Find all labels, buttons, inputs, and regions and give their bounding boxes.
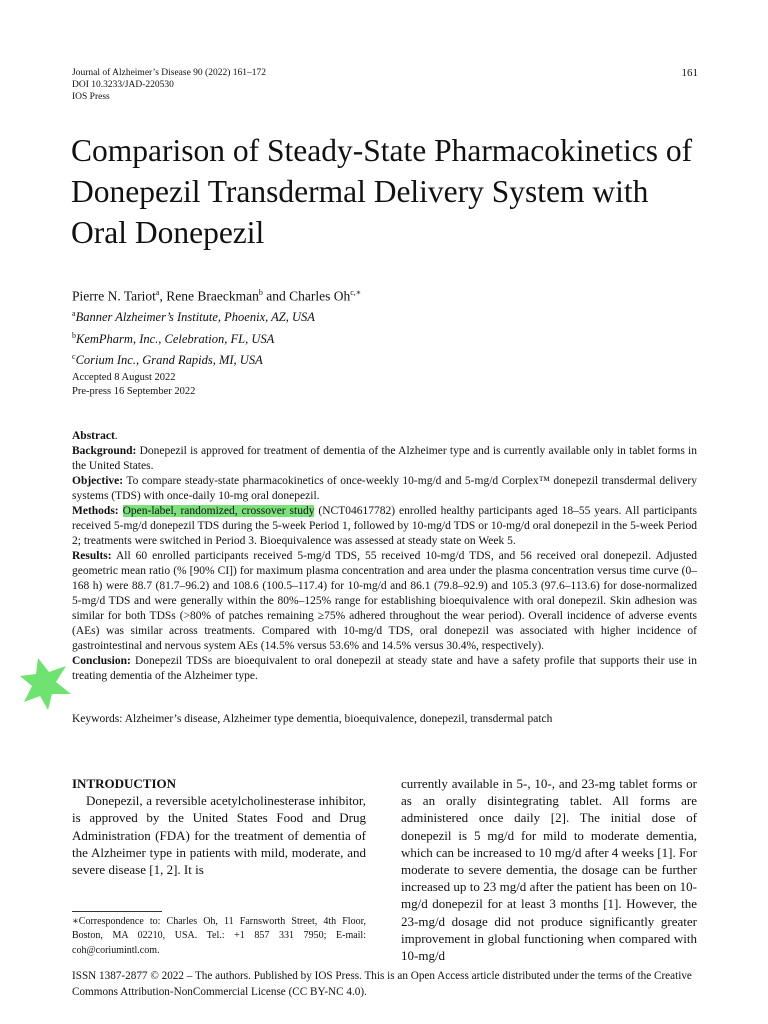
text-column-left	[72, 775, 366, 878]
author-name: Pierre N. Tariot	[72, 288, 156, 304]
abstract-conclusion: Conclusion: Donepezil TDSs are bioequivalent to oral donepezil at steady state and have a safety profile that supports their use in treating dementia of the Alzheimer type.	[72, 655, 697, 682]
affiliation: $^a$Banner Alzheimer’s Institute, Phoenix, AZ, USA	[72, 309, 315, 325]
footnote-divider	[72, 911, 162, 912]
publisher: IOS Press	[72, 92, 110, 102]
author-name: Rene Braeckman	[166, 288, 259, 304]
page-number: 161	[681, 67, 698, 79]
text-column-right	[401, 775, 697, 964]
section-heading: INTRODUCTION	[72, 776, 177, 791]
author-affil-mark: b	[258, 288, 263, 297]
journal-citation: Journal of Alzheimer’s Disease 90 (2022) 161–172	[72, 68, 267, 78]
green-star-annotation-icon[interactable]	[18, 652, 74, 712]
keywords: Keywords: Alzheimer’s disease, Alzheimer type dementia, bioequivalence, donepezil, transdermal patch	[72, 713, 553, 725]
affiliation: $^b$KemPharm, Inc., Celebration, FL, USA	[72, 330, 275, 346]
highlighted-text[interactable]: Open-label, randomized, crossover study	[122, 505, 315, 517]
affiliation: $^c$Corium Inc., Grand Rapids, MI, USA	[72, 352, 263, 368]
paragraph: currently available in 5-, 10-, and 23-mg tablet forms or as an orally disintegrating tablet. All forms are administered once daily [2]. The initial dose of donepezil is 5 mg/d for mild to moderate dementia, which can be increased to 10 mg/d after 4 weeks [1]. For moderate to severe dementia, the dosage can be further increased up to 23 mg/d after the patient has been on 10-mg/d donepezil for at least 3 months [1]. However, the 23-mg/d dosage did not produce significantly greater improvement in global functioning when compared with 10-mg/d	[401, 776, 698, 964]
doi[interactable]: DOI 10.3233/JAD-220530	[72, 80, 174, 90]
author-affil-mark: c,∗	[350, 288, 362, 297]
correspondence-footnote: ∗Correspondence to: Charles Oh, 11 Farnsworth Street, 4th Floor, Boston, MA 02210, USA. Tel.: +1 857 331 7950; E-mail: coh@coriumintl.com.	[72, 916, 366, 956]
running-header	[72, 67, 266, 103]
abstract-heading: Abstract.	[72, 430, 118, 442]
license-footer: ISSN 1387-2877 © 2022 – The authors. Published by IOS Press. This is an Open Access article distributed under the terms of the Creative Commons Attribution-NonCommercial License (CC BY-NC 4.0).	[72, 970, 692, 998]
abstract-methods: Methods: Open-label, randomized, crossover study (NCT04617782) enrolled healthy participants aged 18–55 years. All participants received 5-mg/d donepezil TDS during the 5-week Period 1, followed by 10-mg/d TDS or 10-mg/d oral donepezil in the 5-week Period 2; treatments were switched in Period 3. Bioequivalence was assessed at steady state on Week 5.	[72, 505, 698, 547]
prepress-date: Pre-press 16 September 2022	[72, 386, 196, 397]
abstract	[72, 429, 697, 684]
author-name: Charles Oh	[289, 288, 351, 304]
affiliation-list	[72, 305, 315, 370]
paper-title: Comparison of Steady-State Pharmacokinetics of Donepezil Transdermal Delivery System with Oral Donepezil	[71, 133, 693, 250]
abstract-objective: Objective: To compare steady-state pharmacokinetics of once-weekly 10-mg/d and 5-mg/d Corplex™ donepezil transdermal delivery systems (TDS) with once-daily 10-mg oral donepezil.	[72, 475, 697, 502]
abstract-results: Results: All 60 enrolled participants received 5-mg/d TDS, 55 received 10-mg/d TDS, and 56 received oral donepezil. Adjusted geometric mean ratio (% [90% CI]) for maximum plasma concentration and area under the plasma concentration versus time curve (0–168 h) were 88.7 (81.7–96.2) and 108.6 (100.5–117.4) for 10-mg/d and 86.1 (79.8–92.9) and 105.3 (97.6–113.6) for dose-normalized 5-mg/d TDS and were generally within the 80%–125% range for establishing bioequivalence with oral donepezil. Skin adhesion was similar for both TDSs (>80% of patches remaining ≥75% adhered throughout the wear period). Overall incidence of adverse events (AEs) was similar across treatments. Compared with 10-mg/d TDS, oral donepezil was associated with higher incidence of gastrointestinal and nervous system AEs (14.5% versus 53.6% and 14.5% versus 30.4%, respectively).	[72, 550, 697, 652]
paragraph: Donepezil, a reversible acetylcholinesterase inhibitor, is approved by the United States Food and Drug Administration (FDA) for the treatment of dementia of the Alzheimer type in patients with mild, moderate, and severe disease [1, 2]. It is	[72, 793, 366, 878]
abstract-background: Background: Donepezil is approved for treatment of dementia of the Alzheimer type and is currently available only in tablet forms in the United States.	[72, 445, 697, 472]
author-affil-mark: a	[155, 288, 160, 297]
accepted-date: Accepted 8 August 2022	[72, 372, 176, 383]
author-list: Pierre N. Tariot$^a$, Rene Braeckman$^b$ and Charles $Oh^{c,∗}$	[72, 288, 362, 304]
publication-dates	[72, 371, 195, 399]
